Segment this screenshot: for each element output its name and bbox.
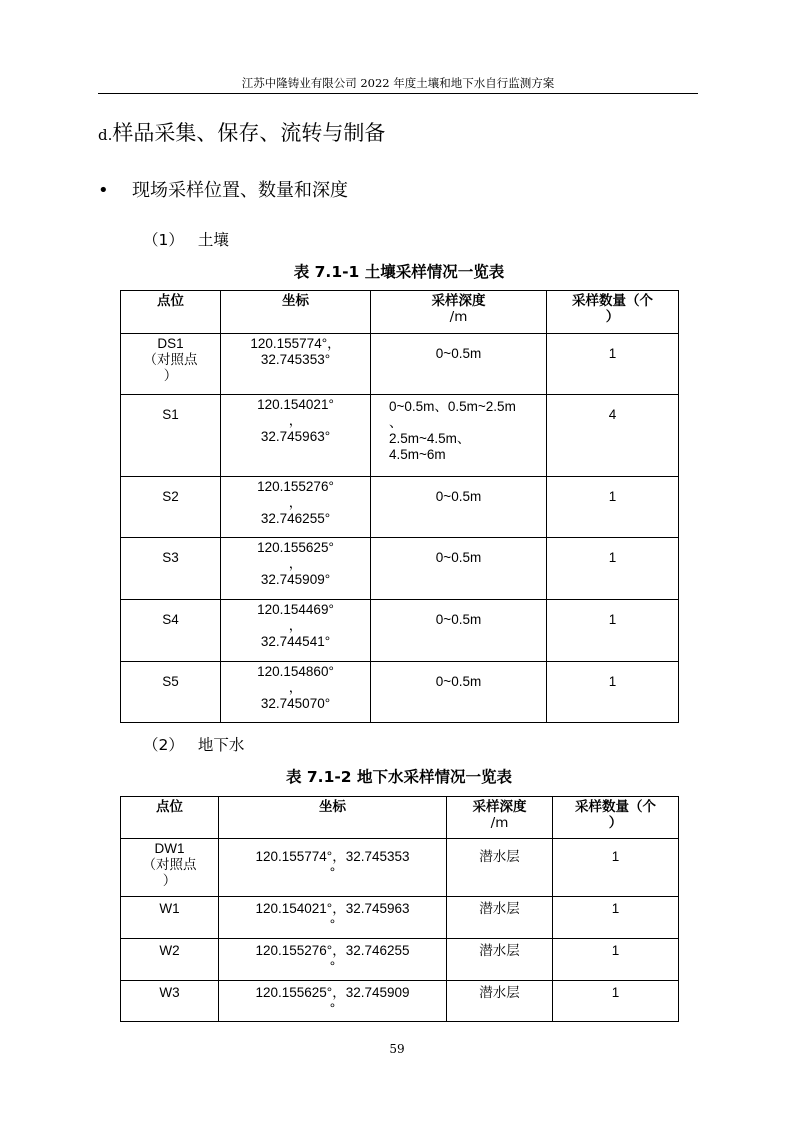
cell-depth — [447, 839, 553, 897]
cell-line: ） — [163, 368, 178, 383]
header-coord: 坐标 — [219, 797, 447, 839]
cell-count — [547, 538, 679, 600]
cell-line: 1 — [608, 550, 617, 565]
bullet-text: 现场采样位置、数量和深度 — [132, 180, 348, 201]
table-row — [121, 897, 679, 939]
cell-point — [121, 600, 221, 662]
cell-line: 1 — [608, 674, 617, 689]
cell-point — [121, 477, 221, 538]
cell-line: 2.5m~4.5m、 — [389, 431, 471, 446]
table-caption-soil: 表 7.1-1 土壤采样情况一览表 — [293, 263, 505, 281]
bullet-heading — [98, 178, 348, 204]
cell-line: 1 — [611, 943, 620, 958]
cell-line: 0~0.5m — [435, 612, 482, 627]
cell-depth — [447, 897, 553, 939]
cell-line: ° — [329, 959, 336, 974]
cell-line: W2 — [159, 943, 180, 958]
cell-point — [121, 662, 221, 723]
subheading-label: 地下水 — [197, 736, 245, 754]
cell-depth — [447, 981, 553, 1022]
section-title — [98, 120, 385, 148]
table-row — [121, 839, 679, 897]
cell-line: ° — [329, 865, 336, 880]
header-count: 采样数量（个 ） — [553, 797, 679, 839]
cell-line: ° — [329, 917, 336, 932]
cell-coord — [219, 981, 447, 1022]
cell-line: 、 — [389, 415, 403, 430]
cell-line: S3 — [162, 550, 179, 565]
cell-line: 32.745353° — [260, 352, 331, 367]
cell-line: 120.155276° — [257, 479, 334, 494]
cell-line: 32.745963° — [260, 429, 331, 444]
cell-line: （对照点 — [143, 352, 198, 367]
table-row — [121, 538, 679, 600]
cell-line: 1 — [608, 346, 617, 361]
cell-line: S1 — [162, 407, 179, 422]
cell-line: 120.154021° — [257, 397, 334, 412]
cell-count — [553, 939, 679, 981]
cell-depth — [371, 538, 547, 600]
cell-coord — [221, 662, 371, 723]
cell-coord — [221, 600, 371, 662]
cell-point — [121, 538, 221, 600]
cell-coord — [219, 939, 447, 981]
subheading-groundwater — [143, 735, 244, 755]
subheading-soil — [143, 230, 229, 250]
cell-line: 潜水层 — [479, 943, 520, 958]
cell-line: 120.155276°，32.746255 — [255, 943, 410, 958]
cell-line: 1 — [608, 489, 617, 504]
table-row — [121, 477, 679, 538]
header-point: 点位 — [121, 291, 221, 334]
groundwater-table — [120, 796, 679, 1022]
cell-line: （对照点 — [142, 857, 197, 872]
cell-line: S4 — [162, 612, 179, 627]
cell-line: 120.154469° — [257, 602, 334, 617]
cell-depth — [371, 600, 547, 662]
cell-point — [121, 839, 219, 897]
header-point: 点位 — [121, 797, 219, 839]
cell-line: S5 — [162, 674, 179, 689]
cell-line: ° — [329, 1001, 336, 1016]
cell-line: 32.745070° — [260, 696, 331, 711]
cell-line: 1 — [611, 901, 620, 916]
section-title-text: 样品采集、保存、流转与制备 — [112, 121, 386, 145]
table-row — [121, 662, 679, 723]
cell-coord — [219, 839, 447, 897]
table-header-row — [121, 797, 679, 839]
table-row — [121, 600, 679, 662]
table-row — [121, 981, 679, 1022]
header-count: 采样数量（个 ） — [547, 291, 679, 334]
cell-point — [121, 334, 221, 395]
cell-line: W1 — [159, 901, 180, 916]
cell-coord — [219, 897, 447, 939]
cell-line: 32.744541° — [260, 634, 331, 649]
section-prefix: d. — [98, 126, 113, 144]
cell-line: 0~0.5m — [435, 346, 482, 361]
cell-depth — [371, 334, 547, 395]
cell-depth — [447, 939, 553, 981]
cell-line: ， — [288, 618, 303, 633]
cell-coord — [221, 538, 371, 600]
cell-line: ， — [288, 495, 303, 510]
cell-line: 1 — [611, 985, 620, 1000]
cell-count — [553, 839, 679, 897]
cell-line: ） — [162, 873, 177, 888]
header-coord: 坐标 — [221, 291, 371, 334]
cell-line: 0~0.5m — [435, 550, 482, 565]
cell-line: 潜水层 — [479, 985, 520, 1000]
cell-line: 32.746255° — [260, 511, 331, 526]
cell-line: 120.155625° — [257, 540, 334, 555]
cell-line: 120.155774°，32.745353 — [255, 849, 410, 864]
subheading-number: （1） — [143, 231, 184, 249]
cell-line: W3 — [159, 985, 180, 1000]
cell-line: DW1 — [154, 841, 185, 856]
header-rule — [98, 93, 698, 94]
cell-line: 120.154860° — [257, 664, 334, 679]
cell-line: 4.5m~6m — [389, 447, 446, 462]
cell-line: 潜水层 — [479, 849, 520, 864]
header-depth: 采样深度 /m — [447, 797, 553, 839]
cell-line: 120.154021°，32.745963 — [255, 901, 410, 916]
table-row — [121, 939, 679, 981]
page-number: 59 — [389, 1042, 405, 1056]
cell-line: 潜水层 — [479, 901, 520, 916]
cell-count — [547, 477, 679, 538]
cell-count — [547, 662, 679, 723]
cell-line: 0~0.5m — [435, 489, 482, 504]
cell-line: S2 — [162, 489, 179, 504]
soil-table — [120, 290, 679, 723]
cell-line: 0~0.5m — [435, 674, 482, 689]
table-row — [121, 395, 679, 477]
cell-count — [553, 981, 679, 1022]
cell-line: ， — [288, 680, 303, 695]
subheading-label: 土壤 — [197, 231, 229, 249]
cell-count — [547, 395, 679, 477]
cell-line: DS1 — [157, 336, 184, 351]
cell-line: 0~0.5m、0.5m~2.5m — [389, 399, 516, 414]
cell-point — [121, 897, 219, 939]
header-depth: 采样深度 /m — [371, 291, 547, 334]
cell-point — [121, 395, 221, 477]
subheading-number: （2） — [143, 736, 184, 754]
cell-line: 4 — [608, 407, 617, 422]
cell-count — [547, 334, 679, 395]
cell-line: 32.745909° — [260, 572, 331, 587]
cell-point — [121, 939, 219, 981]
cell-line: ， — [288, 556, 303, 571]
bullet-icon: • — [98, 180, 109, 201]
cell-coord — [221, 477, 371, 538]
cell-line: ， — [288, 413, 303, 428]
cell-depth — [371, 395, 547, 477]
cell-count — [547, 600, 679, 662]
table-caption-groundwater: 表 7.1-2 地下水采样情况一览表 — [286, 768, 512, 786]
cell-depth — [371, 477, 547, 538]
cell-line: 120.155625°，32.745909 — [255, 985, 410, 1000]
cell-depth — [371, 662, 547, 723]
cell-count — [553, 897, 679, 939]
cell-line: 1 — [611, 849, 620, 864]
table-row — [121, 334, 679, 395]
cell-coord — [221, 395, 371, 477]
cell-line: 120.155774°， — [250, 336, 341, 351]
cell-line: 1 — [608, 612, 617, 627]
running-header: 江苏中隆铸业有限公司 2022 年度土壤和地下水自行监测方案 — [241, 76, 555, 90]
table-header-row — [121, 291, 679, 334]
cell-point — [121, 981, 219, 1022]
cell-coord — [221, 334, 371, 395]
